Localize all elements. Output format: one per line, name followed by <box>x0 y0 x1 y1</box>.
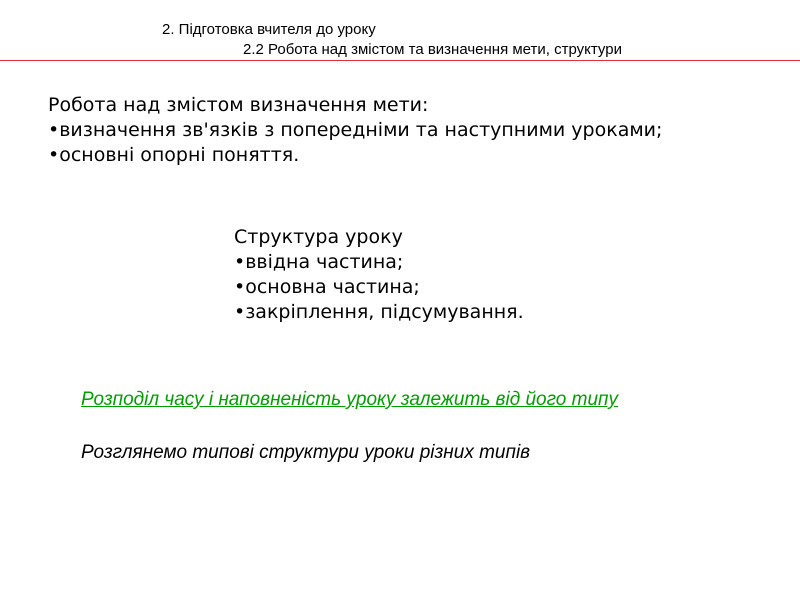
goal-heading: Робота над змістом визначення мети: <box>48 94 429 116</box>
goal-item: •основні опорні поняття. <box>48 144 300 166</box>
section-title: 2. Підготовка вчителя до уроку <box>162 21 376 38</box>
structure-block <box>234 225 524 325</box>
header-divider <box>0 60 800 61</box>
structure-item: •закріплення, підсумування. <box>234 301 524 323</box>
goal-item: •визначення зв'язків з попередніми та наступними уроками; <box>48 119 663 141</box>
lesson-types-note: Розглянемо типові структури уроки різних типів <box>81 442 531 463</box>
lesson-types-link[interactable]: Розподіл часу і наповненість уроку залежить від його типу <box>81 389 618 410</box>
structure-item: •ввідна частина; <box>234 251 404 273</box>
structure-heading: Структура уроку <box>234 226 403 248</box>
structure-item: •основна частина; <box>234 276 420 298</box>
subsection-title: 2.2 Робота над змістом та визначення мети, структури <box>243 41 622 58</box>
goal-block <box>48 93 662 168</box>
